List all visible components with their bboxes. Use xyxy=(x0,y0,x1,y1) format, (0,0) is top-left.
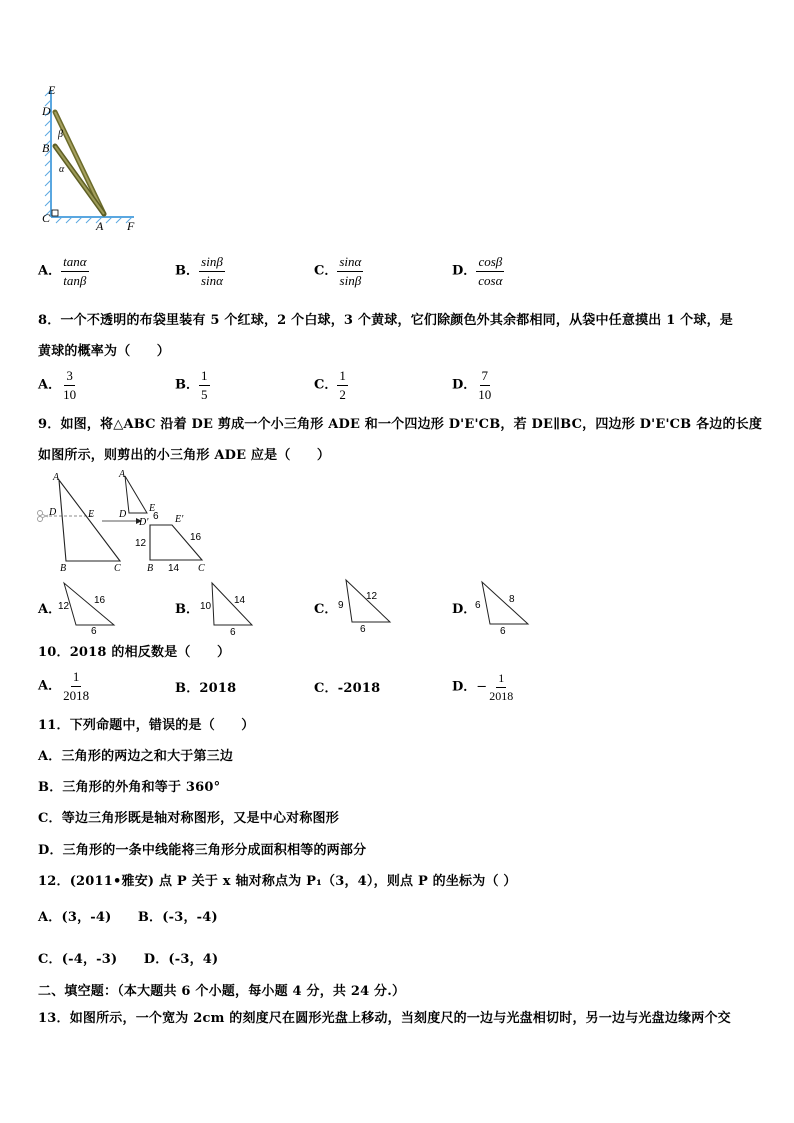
q8-option-c[interactable] xyxy=(314,369,348,401)
q7-c-letter: C． xyxy=(314,263,338,279)
q11-option-c[interactable]: C．等边三角形既是轴对称图形，又是中心对称图形 xyxy=(38,811,339,826)
label-E: E xyxy=(48,84,56,97)
q10-a-fraction xyxy=(61,670,91,702)
q7-c-num: sinα xyxy=(337,255,363,272)
q10-a-letter: A． xyxy=(38,678,62,694)
q7-c-den: sinβ xyxy=(339,272,362,288)
q8-a-num: 3 xyxy=(64,369,75,386)
fig9-quad-B: B xyxy=(147,563,154,574)
fig9-small-6: 6 xyxy=(153,511,159,522)
q9-a-bottom: 6 xyxy=(91,626,97,635)
fig9-big-A: A xyxy=(53,472,60,483)
q8-c-fraction xyxy=(337,369,348,401)
q8-stem-line1: 8．一个不透明的布袋里装有 5 个红球，2 个白球，3 个黄球，它们除颜色外其余都相同，从袋中任意摸出 1 个球，是 xyxy=(38,313,733,328)
q7-a-den: tanβ xyxy=(63,272,87,288)
label-A: A xyxy=(96,219,104,233)
q7-option-d[interactable] xyxy=(452,255,504,287)
q7-option-c[interactable] xyxy=(314,255,363,287)
q9-a-triangle xyxy=(58,579,118,635)
q9-d-triangle xyxy=(472,578,532,636)
q9-stem-line2: 如图所示，则剪出的小三角形 ADE 应是（ ） xyxy=(38,448,331,463)
label-B: B xyxy=(42,141,50,155)
q9-c-letter: C． xyxy=(314,602,338,617)
q7-c-fraction xyxy=(337,255,363,287)
q10-d-sign: − xyxy=(476,679,488,695)
q10-d-num: 1 xyxy=(496,672,506,688)
ladder-figure xyxy=(36,84,146,236)
angle-alpha: α xyxy=(59,164,65,175)
q11-option-d[interactable]: D．三角形的一条中线能将三角形分成面积相等的两部分 xyxy=(38,843,367,858)
q9-figure xyxy=(36,470,216,574)
q9-stem-line1: 9．如图，将△ABC 沿着 DE 剪成一个小三角形 ADE 和一个四边形 D'E'CB，若 DE∥BC，四边形 D'E'CB 各边的长度 xyxy=(38,417,763,432)
q10-option-a[interactable] xyxy=(38,670,91,702)
q9-a-letter: A． xyxy=(38,602,62,617)
fig9-big-C: C xyxy=(114,563,121,574)
q10-d-letter: D． xyxy=(452,679,477,695)
q12-options-row2[interactable]: C．(-4，-3) D．(-3，4) xyxy=(38,952,219,967)
q7-b-fraction xyxy=(199,255,225,287)
q7-d-num: cosβ xyxy=(476,255,504,272)
q10-a-num: 1 xyxy=(71,670,82,687)
q11-option-b[interactable]: B．三角形的外角和等于 360° xyxy=(38,780,221,795)
q7-a-letter: A． xyxy=(38,263,62,279)
q8-a-fraction xyxy=(61,369,78,401)
q7-a-fraction xyxy=(61,255,88,287)
q8-d-num: 7 xyxy=(480,369,491,386)
q9-b-right: 14 xyxy=(234,595,246,606)
q12-stem: 12．(2011•雅安) 点 P 关于 x 轴对称点为 P₁（3，4），则点 P 的坐标为（ ） xyxy=(38,874,517,889)
label-D: D xyxy=(42,104,51,118)
q8-a-letter: A． xyxy=(38,377,62,393)
fig9-quad-E: E' xyxy=(175,514,184,525)
q8-option-d[interactable] xyxy=(452,369,493,401)
q10-option-c[interactable]: C．-2018 xyxy=(314,681,381,696)
q8-b-den: 5 xyxy=(201,386,208,402)
q10-d-den: 2018 xyxy=(489,688,514,703)
q8-d-den: 10 xyxy=(478,386,492,402)
q9-c-left: 9 xyxy=(338,600,344,611)
q7-a-num: tanα xyxy=(61,255,88,272)
q9-c-right: 12 xyxy=(366,591,378,602)
fig9-quad-14: 14 xyxy=(168,563,180,574)
angle-beta: β xyxy=(58,129,63,140)
q8-c-den: 2 xyxy=(339,386,346,402)
q8-b-letter: B． xyxy=(175,377,199,393)
q10-a-den: 2018 xyxy=(63,687,90,703)
q8-option-a[interactable] xyxy=(38,369,78,401)
q10-d-fraction xyxy=(487,672,515,702)
q8-option-b[interactable] xyxy=(175,369,210,401)
section-2-heading: 二、填空题：（本大题共 6 个小题，每小题 4 分，共 24 分.） xyxy=(38,984,406,999)
q9-d-right: 8 xyxy=(509,594,515,605)
q9-b-letter: B． xyxy=(175,602,199,617)
q9-a-right: 16 xyxy=(94,595,106,606)
fig9-big-E: E xyxy=(88,509,95,520)
fig9-quad-16: 16 xyxy=(190,532,202,543)
q7-d-den: cosα xyxy=(478,272,503,288)
label-C: C xyxy=(42,211,51,225)
q9-c-triangle xyxy=(336,576,394,634)
q10-option-d[interactable] xyxy=(452,672,515,702)
fig9-quad-C: C xyxy=(198,563,205,574)
q10-option-b[interactable]: B．2018 xyxy=(175,681,237,696)
q8-b-num: 1 xyxy=(199,369,210,386)
q9-d-bottom: 6 xyxy=(500,626,506,636)
label-F: F xyxy=(127,219,135,233)
fig9-quad-12: 12 xyxy=(135,538,147,549)
q7-b-den: sinα xyxy=(201,272,223,288)
q8-d-letter: D． xyxy=(452,377,477,393)
scissors-icon xyxy=(38,511,49,522)
fig9-big-D: D xyxy=(49,507,57,518)
q9-d-letter: D． xyxy=(452,602,477,617)
q7-d-fraction xyxy=(476,255,504,287)
q7-d-letter: D． xyxy=(452,263,477,279)
q10-stem: 10．2018 的相反数是（ ） xyxy=(38,645,231,660)
q9-option-c[interactable] xyxy=(314,598,337,617)
q9-b-left: 10 xyxy=(200,601,212,612)
q7-option-a[interactable] xyxy=(38,255,89,287)
fig9-small-A: A xyxy=(119,470,126,480)
q8-c-num: 1 xyxy=(337,369,348,386)
q11-stem: 11．下列命题中，错误的是（ ） xyxy=(38,718,255,733)
q9-b-bottom: 6 xyxy=(230,627,236,637)
fig9-small-D: D xyxy=(119,509,127,520)
q13-stem: 13．如图所示，一个宽为 2cm 的刻度尺在圆形光盘上移动，当刻度尺的一边与光盘相切时，另一边与光盘边缘两个交 xyxy=(38,1011,731,1026)
q7-option-b[interactable] xyxy=(175,255,225,287)
q8-c-letter: C． xyxy=(314,377,338,393)
q9-b-triangle xyxy=(196,579,258,637)
q7-b-num: sinβ xyxy=(199,255,225,272)
fig9-quad-D: D' xyxy=(139,517,149,528)
fig9-small-E: E xyxy=(149,503,156,514)
q8-b-fraction xyxy=(199,369,210,401)
fig9-big-B: B xyxy=(60,563,67,574)
q8-stem-line2: 黄球的概率为（ ） xyxy=(38,344,171,359)
q7-b-letter: B． xyxy=(175,263,199,279)
q12-options-row1[interactable]: A．(3，-4) B．(-3，-4) xyxy=(38,910,218,925)
q9-a-left: 12 xyxy=(58,601,70,612)
q11-option-a[interactable]: A．三角形的两边之和大于第三边 xyxy=(38,749,234,764)
q9-d-left: 6 xyxy=(475,600,481,611)
q8-d-fraction xyxy=(476,369,493,401)
q9-c-bottom: 6 xyxy=(360,624,366,634)
q8-a-den: 10 xyxy=(63,386,77,402)
